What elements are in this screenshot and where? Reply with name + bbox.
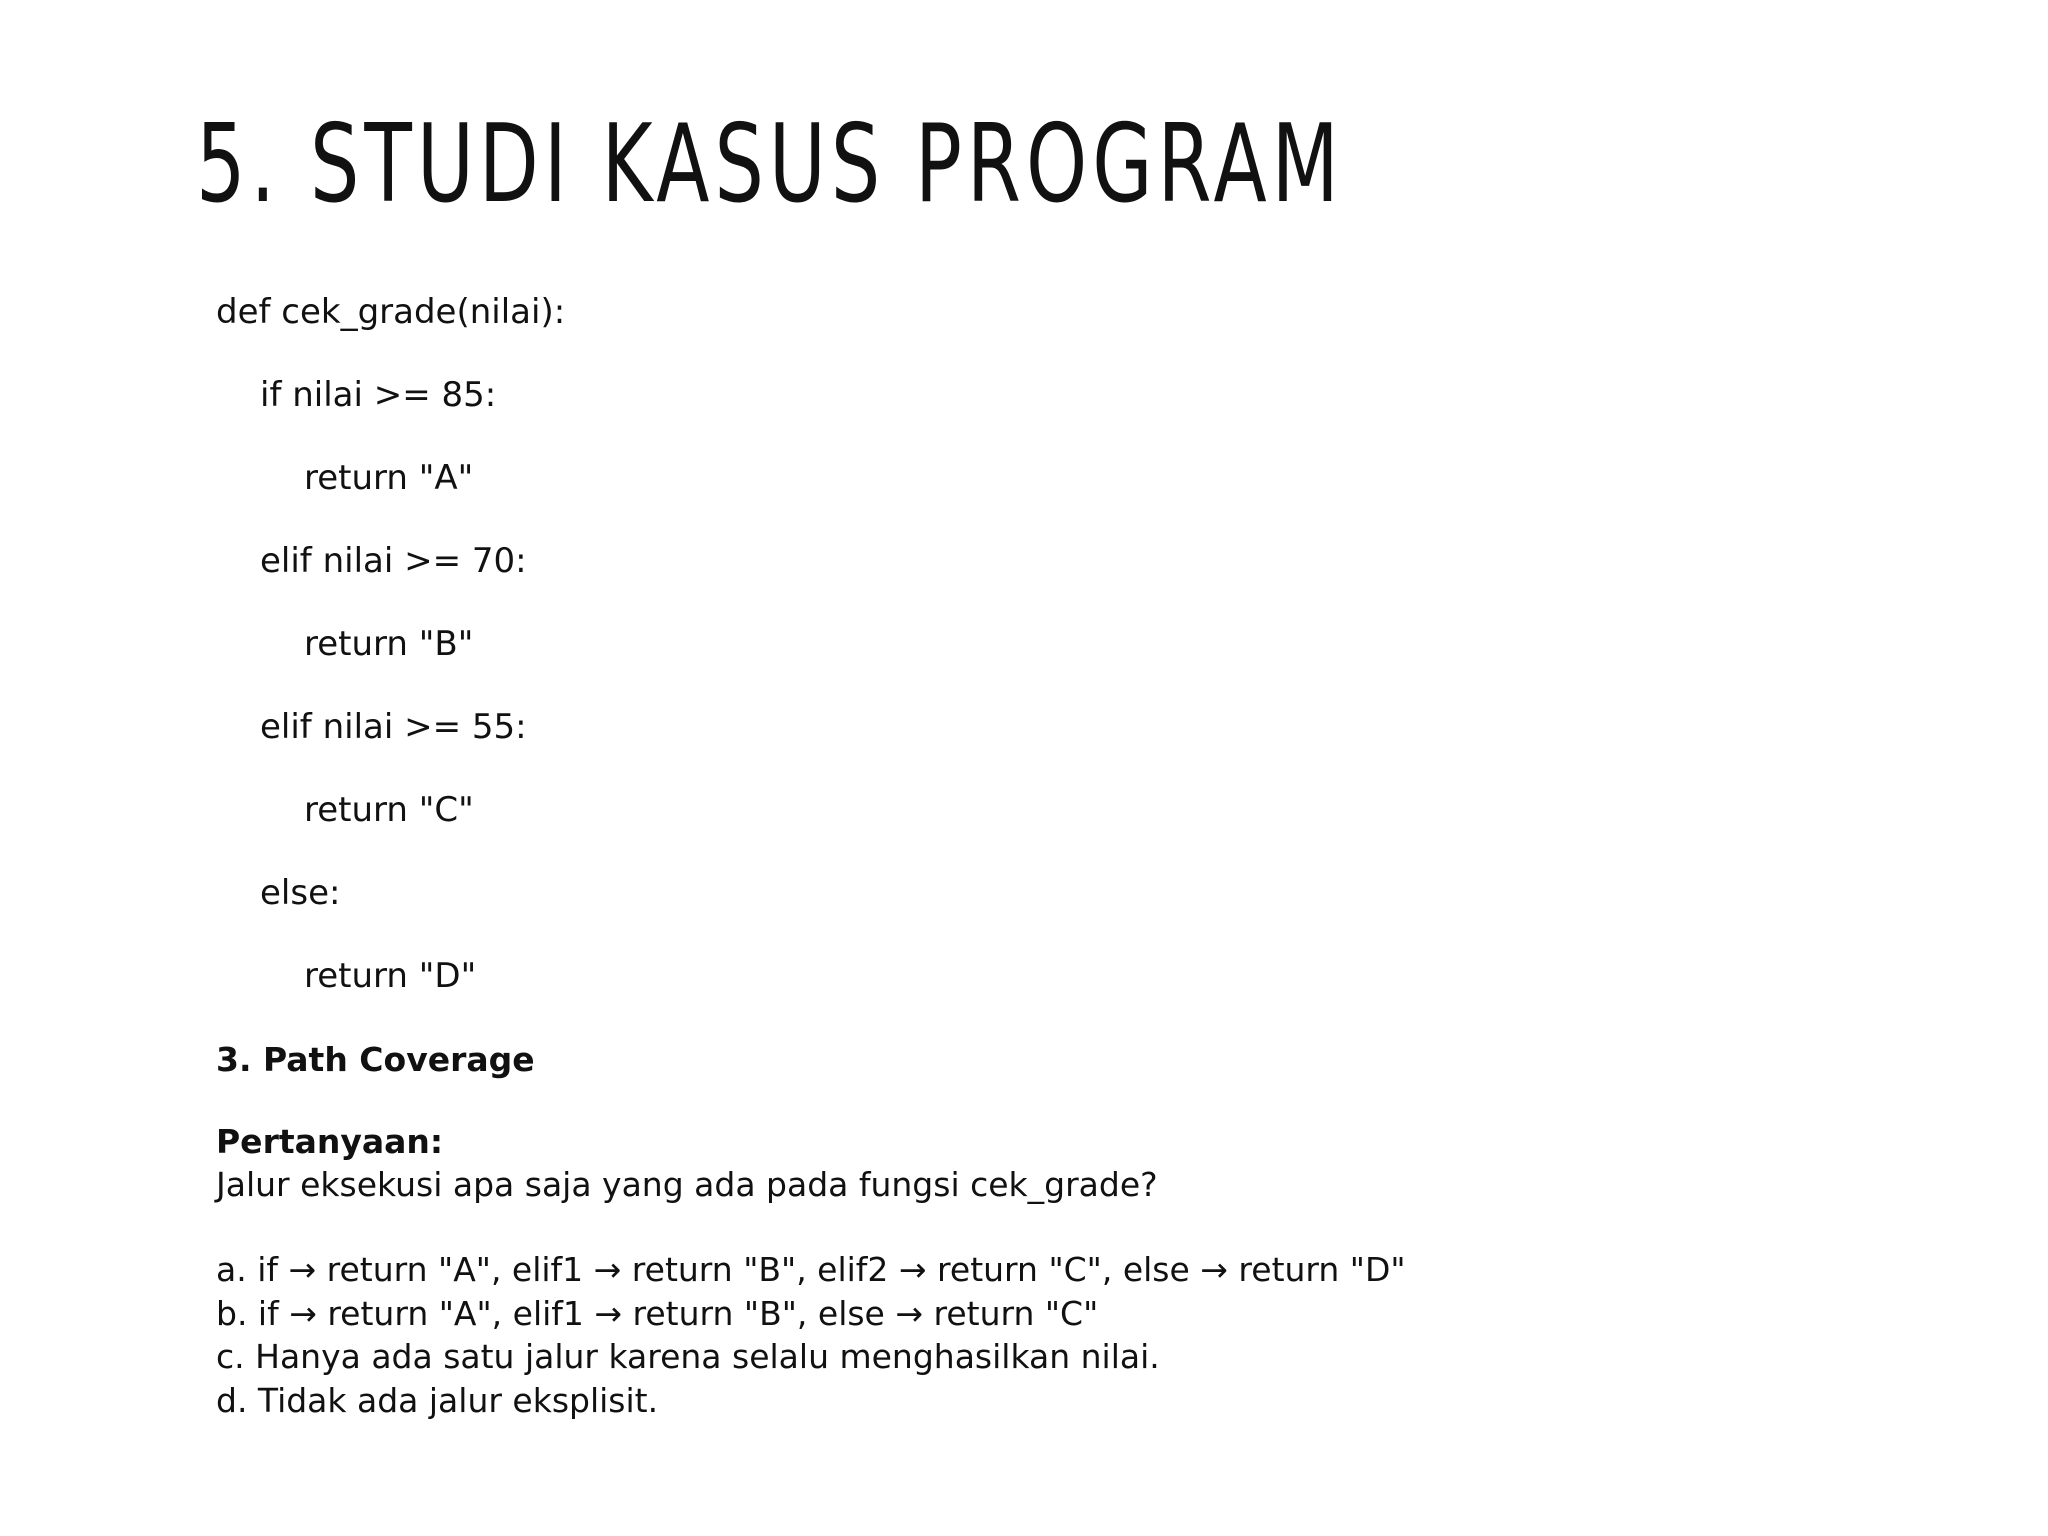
section-heading: 3. Path Coverage: [216, 1040, 535, 1079]
code-line-elif-70: elif nilai >= 70:: [260, 541, 527, 581]
code-line-def: def cek_grade(nilai):: [216, 292, 566, 332]
answer-options: [216, 1248, 1406, 1422]
option-a[interactable]: a. if → return "A", elif1 → return "B", elif2 → return "C", else → return "D": [216, 1250, 1406, 1289]
code-line-else: else:: [260, 873, 341, 913]
option-c[interactable]: c. Hanya ada satu jalur karena selalu menghasilkan nilai.: [216, 1337, 1160, 1376]
option-b[interactable]: b. if → return "A", elif1 → return "B", else → return "C": [216, 1293, 1099, 1333]
code-line-return-c: return "C": [304, 790, 474, 830]
code-line-return-a: return "A": [304, 458, 474, 498]
question-label: Pertanyaan:: [216, 1122, 444, 1161]
code-line-return-d: return "D": [304, 956, 477, 996]
code-line-if: if nilai >= 85:: [260, 375, 497, 415]
slide-title: 5. STUDI KASUS PROGRAM: [196, 102, 1344, 227]
option-d[interactable]: d. Tidak ada jalur eksplisit.: [216, 1380, 659, 1420]
question-text: Jalur eksekusi apa saja yang ada pada fungsi cek_grade?: [216, 1165, 1158, 1204]
code-line-elif-55: elif nilai >= 55:: [260, 707, 527, 747]
code-line-return-b: return "B": [304, 624, 474, 664]
